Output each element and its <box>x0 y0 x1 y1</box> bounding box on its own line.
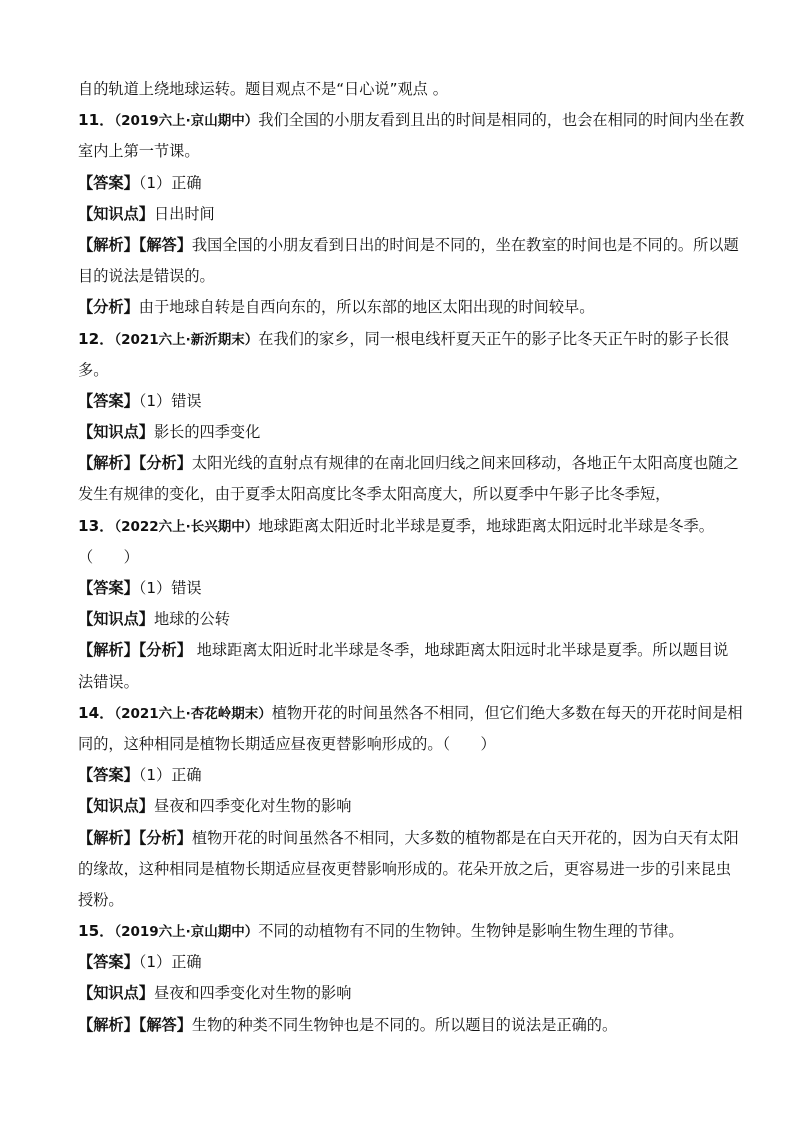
question-text: 植物开花的时间虽然各不相同，但它们绝大多数在每天的开花时间是相 <box>271 703 743 722</box>
question-number: 12． <box>78 329 115 348</box>
body-text: 同的，这种相同是植物长期适应昼夜更替影响形成的。（ ） <box>78 734 496 753</box>
section-text: 植物开花的时间虽然各不相同，大多数的植物都是在白天开花的，因为白天有太阳 <box>191 828 739 847</box>
answer-line <box>78 417 728 448</box>
text-line <box>78 854 732 885</box>
answer-line <box>78 168 728 199</box>
section-subtag: 【分析】 <box>138 641 192 660</box>
body-text: 自的轨道上绕地球运转。题目观点不是“日心说”观点 。 <box>78 80 448 98</box>
text-line <box>78 667 728 698</box>
section-tag: 【知识点】 <box>78 984 154 1003</box>
text-line <box>78 261 728 292</box>
section-text: （1）错误 <box>138 391 202 410</box>
body-text: 发生有规律的变化，由于夏季太阳高度比冬季太阳高度大，所以夏季中午影子比冬季短， <box>78 485 671 504</box>
question-source: （2019六上·京山期中） <box>114 924 259 941</box>
question-line <box>78 698 743 729</box>
answer-line <box>78 199 728 230</box>
text-line <box>78 74 728 105</box>
answer-line <box>78 448 739 479</box>
section-tag: 【解析】 <box>78 641 139 660</box>
section-tag: 【答案】 <box>78 173 139 192</box>
section-text: 日出时间 <box>153 204 215 223</box>
answer-line <box>78 760 728 791</box>
section-tag: 【知识点】 <box>78 797 154 816</box>
section-tag: 【解析】 <box>78 454 139 473</box>
section-tag: 【答案】 <box>78 579 139 597</box>
text-line <box>78 479 728 510</box>
body-text: 室内上第一节课。 <box>78 142 200 161</box>
answer-line <box>78 947 728 978</box>
answer-line <box>78 791 728 822</box>
section-tag: 【解析】 <box>78 828 139 847</box>
question-text: 在我们的家乡，同一根电线杆夏天正午的影子比冬天正午时的影子长很 <box>258 329 730 348</box>
answer-line <box>78 978 728 1009</box>
question-text: 不同的动植物有不同的生物钟。生物钟是影响生物生理的节律。 <box>258 922 684 941</box>
section-text: （1）正确 <box>138 953 202 972</box>
section-subtag: 【分析】 <box>138 828 192 847</box>
answer-line <box>78 1010 728 1041</box>
section-tag: 【解析】 <box>78 235 139 254</box>
section-tag: 【答案】 <box>78 953 139 972</box>
body-text: 多。 <box>78 360 109 379</box>
section-text: 由于地球自转是自西向东的，所以东部的地区太阳出现的时间较早。 <box>138 298 595 317</box>
answer-line <box>78 230 739 261</box>
question-line <box>78 916 728 947</box>
question-line <box>78 324 728 355</box>
question-source: （2021六上·新沂期末） <box>114 331 259 348</box>
section-subtag: 【分析】 <box>138 454 192 473</box>
question-text: 地球距离太阳近时北半球是夏季，地球距离太阳远时北半球是冬季。 <box>258 516 714 535</box>
question-number: 11． <box>78 111 115 130</box>
section-text: 生物的种类不同生物钟也是不同的。所以题目的说法是正确的。 <box>191 1015 618 1034</box>
section-tag: 【知识点】 <box>78 423 154 442</box>
section-text: 地球距离太阳近时北半球是冬季，地球距离太阳远时北半球是夏季。所以题目说 <box>191 641 729 660</box>
section-text: （1）错误 <box>138 579 202 597</box>
answer-line <box>78 604 728 635</box>
question-number: 14． <box>78 703 115 722</box>
section-subtag: 【解答】 <box>138 1015 192 1034</box>
body-text: 的缘故，这种相同是植物长期适应昼夜更替影响形成的。花朵开放之后，更容易进一步的引来昆虫 <box>78 859 732 878</box>
text-line <box>78 885 728 916</box>
answer-line <box>78 573 728 604</box>
section-tag: 【分析】 <box>78 298 139 317</box>
section-text: 影长的四季变化 <box>153 423 261 442</box>
text-line <box>78 729 728 760</box>
section-subtag: 【解答】 <box>138 235 192 254</box>
text-line <box>78 136 728 167</box>
answer-line <box>78 386 728 417</box>
section-text: 地球的公转 <box>153 610 230 629</box>
body-text: （ ） <box>78 547 139 566</box>
body-text: 法错误。 <box>78 672 139 691</box>
section-text: 我国全国的小朋友看到日出的时间是不同的，坐在教室的时间也是不同的。所以题 <box>191 235 739 254</box>
text-line <box>78 355 728 386</box>
section-text: 太阳光线的直射点有规律的在南北回归线之间来回移动，各地正午太阳高度也随之 <box>191 454 739 473</box>
section-text: （1）正确 <box>138 766 202 785</box>
question-source: （2022六上·长兴期中） <box>114 518 259 535</box>
answer-line <box>78 635 728 666</box>
question-source: （2019六上·京山期中） <box>114 113 259 130</box>
question-line <box>78 105 745 136</box>
question-number: 15． <box>78 922 115 941</box>
section-tag: 【解析】 <box>78 1015 139 1034</box>
body-text: 授粉。 <box>78 890 124 909</box>
question-source: （2021六上·杏花岭期末） <box>114 705 272 722</box>
answer-line <box>78 823 739 854</box>
section-tag: 【知识点】 <box>78 204 154 223</box>
body-text: 目的说法是错误的。 <box>78 267 215 286</box>
document-page <box>78 74 745 1041</box>
question-line <box>78 511 728 542</box>
question-text: 我们全国的小朋友看到且出的时间是相同的，也会在相同的时间内坐在教 <box>258 111 745 130</box>
section-text: 昼夜和四季变化对生物的影响 <box>153 797 352 816</box>
section-text: 昼夜和四季变化对生物的影响 <box>153 984 352 1003</box>
section-tag: 【答案】 <box>78 766 139 785</box>
section-tag: 【答案】 <box>78 391 139 410</box>
question-number: 13． <box>78 516 115 535</box>
text-line <box>78 542 728 573</box>
section-tag: 【知识点】 <box>78 610 154 629</box>
answer-line <box>78 292 728 323</box>
section-text: （1）正确 <box>138 173 202 192</box>
